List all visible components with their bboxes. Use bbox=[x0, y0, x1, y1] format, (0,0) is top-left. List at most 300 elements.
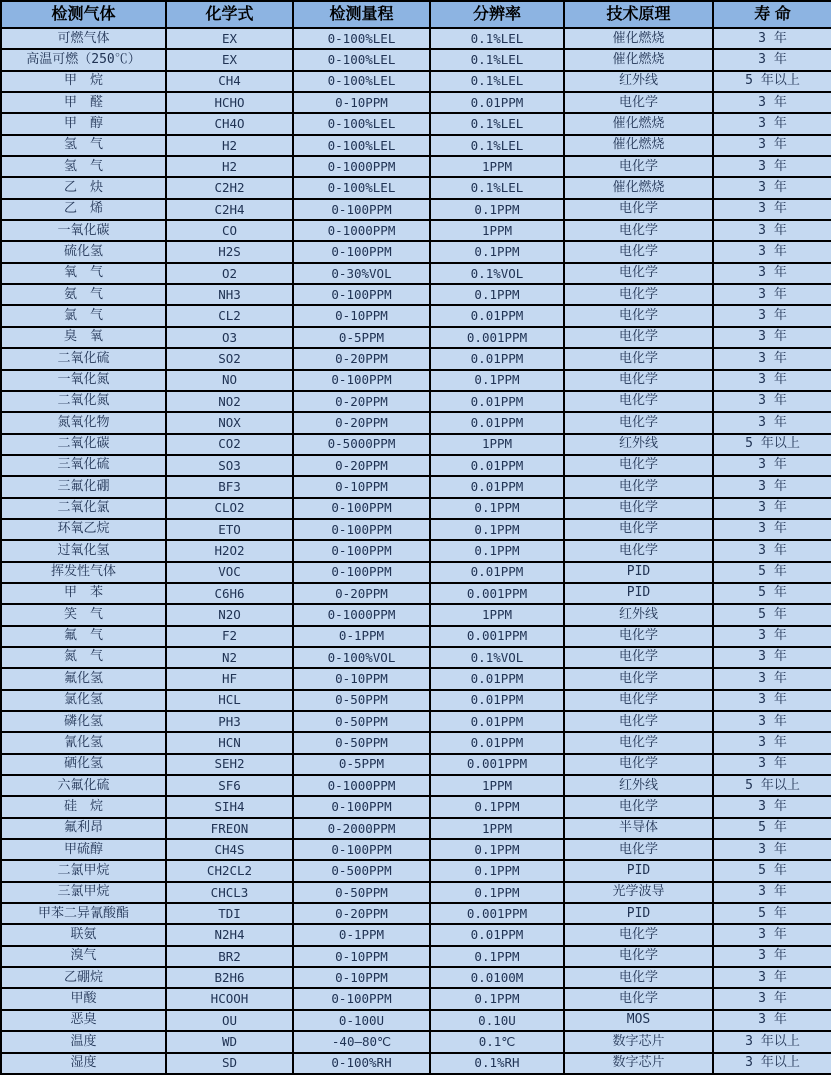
cell-gas: 臭 氧 bbox=[1, 327, 166, 348]
cell-principle: 电化学 bbox=[564, 370, 713, 391]
cell-life: 3 年 bbox=[713, 498, 831, 519]
cell-gas: 溴气 bbox=[1, 946, 166, 967]
table-row bbox=[1, 668, 831, 689]
cell-resolution: 0.1%LEL bbox=[430, 71, 564, 92]
cell-formula: O3 bbox=[166, 327, 293, 348]
cell-resolution: 0.1%LEL bbox=[430, 28, 564, 49]
cell-gas: 氯化氢 bbox=[1, 690, 166, 711]
cell-gas: 甲酸 bbox=[1, 988, 166, 1009]
table-row bbox=[1, 1031, 831, 1052]
table-row bbox=[1, 177, 831, 198]
cell-formula: CL2 bbox=[166, 305, 293, 326]
cell-formula: CH4O bbox=[166, 113, 293, 134]
cell-principle: 电化学 bbox=[564, 476, 713, 497]
cell-formula: BR2 bbox=[166, 946, 293, 967]
cell-life: 3 年 bbox=[713, 711, 831, 732]
cell-range: 0-20PPM bbox=[293, 583, 430, 604]
cell-range: 0-100PPM bbox=[293, 370, 430, 391]
cell-principle: 催化燃烧 bbox=[564, 28, 713, 49]
cell-resolution: 0.01PPM bbox=[430, 668, 564, 689]
cell-life: 3 年 bbox=[713, 455, 831, 476]
cell-formula: PH3 bbox=[166, 711, 293, 732]
cell-life: 3 年 bbox=[713, 924, 831, 945]
cell-formula: C6H6 bbox=[166, 583, 293, 604]
cell-gas: 甲苯二异氰酸酯 bbox=[1, 903, 166, 924]
cell-life: 5 年 bbox=[713, 818, 831, 839]
cell-range: 0-10PPM bbox=[293, 668, 430, 689]
table-row bbox=[1, 28, 831, 49]
cell-range: 0-100%LEL bbox=[293, 71, 430, 92]
cell-range: 0-20PPM bbox=[293, 348, 430, 369]
cell-resolution: 0.1PPM bbox=[430, 946, 564, 967]
table-row bbox=[1, 754, 831, 775]
cell-range: 0-100%LEL bbox=[293, 135, 430, 156]
cell-range: 0-1000PPM bbox=[293, 775, 430, 796]
cell-formula: O2 bbox=[166, 263, 293, 284]
cell-resolution: 0.1PPM bbox=[430, 839, 564, 860]
cell-formula: NO bbox=[166, 370, 293, 391]
cell-range: 0-100%LEL bbox=[293, 113, 430, 134]
header-gas: 检测气体 bbox=[1, 1, 166, 28]
cell-principle: 催化燃烧 bbox=[564, 113, 713, 134]
cell-formula: CH2CL2 bbox=[166, 860, 293, 881]
cell-gas: 环氧乙烷 bbox=[1, 519, 166, 540]
table-row bbox=[1, 348, 831, 369]
table-row bbox=[1, 924, 831, 945]
cell-gas: 二氧化碳 bbox=[1, 434, 166, 455]
cell-life: 5 年以上 bbox=[713, 775, 831, 796]
cell-gas: 二氧化氮 bbox=[1, 391, 166, 412]
table-row bbox=[1, 284, 831, 305]
cell-resolution: 0.1%VOL bbox=[430, 647, 564, 668]
cell-range: 0-100PPM bbox=[293, 284, 430, 305]
table-row bbox=[1, 199, 831, 220]
cell-resolution: 0.001PPM bbox=[430, 754, 564, 775]
cell-life: 3 年 bbox=[713, 626, 831, 647]
cell-formula: VOC bbox=[166, 562, 293, 583]
cell-range: 0-1PPM bbox=[293, 924, 430, 945]
header-row bbox=[1, 1, 831, 28]
cell-formula: EX bbox=[166, 28, 293, 49]
cell-formula: HCHO bbox=[166, 92, 293, 113]
cell-formula: H2 bbox=[166, 135, 293, 156]
cell-formula: CO bbox=[166, 220, 293, 241]
cell-gas: 氨 气 bbox=[1, 284, 166, 305]
cell-life: 5 年 bbox=[713, 860, 831, 881]
cell-resolution: 0.001PPM bbox=[430, 626, 564, 647]
cell-principle: 电化学 bbox=[564, 754, 713, 775]
table-row bbox=[1, 967, 831, 988]
cell-life: 3 年 bbox=[713, 370, 831, 391]
cell-range: 0-500PPM bbox=[293, 860, 430, 881]
table-row bbox=[1, 562, 831, 583]
cell-resolution: 0.1%VOL bbox=[430, 263, 564, 284]
cell-life: 3 年 bbox=[713, 732, 831, 753]
cell-principle: 数字芯片 bbox=[564, 1053, 713, 1075]
cell-range: 0-100PPM bbox=[293, 839, 430, 860]
cell-life: 3 年 bbox=[713, 882, 831, 903]
cell-gas: 笑 气 bbox=[1, 604, 166, 625]
cell-life: 3 年 bbox=[713, 647, 831, 668]
cell-gas: 恶臭 bbox=[1, 1010, 166, 1031]
cell-range: 0-20PPM bbox=[293, 391, 430, 412]
cell-principle: 电化学 bbox=[564, 690, 713, 711]
cell-formula: C2H4 bbox=[166, 199, 293, 220]
cell-gas: 联氨 bbox=[1, 924, 166, 945]
cell-gas: 过氧化氢 bbox=[1, 540, 166, 561]
cell-life: 3 年 bbox=[713, 177, 831, 198]
cell-formula: TDI bbox=[166, 903, 293, 924]
table-row bbox=[1, 647, 831, 668]
cell-life: 5 年 bbox=[713, 604, 831, 625]
cell-principle: PID bbox=[564, 860, 713, 881]
cell-resolution: 1PPM bbox=[430, 434, 564, 455]
table-row bbox=[1, 412, 831, 433]
table-row bbox=[1, 476, 831, 497]
table-row bbox=[1, 305, 831, 326]
cell-principle: 电化学 bbox=[564, 412, 713, 433]
table-row bbox=[1, 498, 831, 519]
table-header bbox=[1, 1, 831, 28]
cell-principle: 催化燃烧 bbox=[564, 135, 713, 156]
cell-principle: 电化学 bbox=[564, 498, 713, 519]
cell-gas: 氟利昂 bbox=[1, 818, 166, 839]
table-row bbox=[1, 946, 831, 967]
cell-life: 3 年 bbox=[713, 391, 831, 412]
cell-gas: 温度 bbox=[1, 1031, 166, 1052]
cell-formula: BF3 bbox=[166, 476, 293, 497]
cell-gas: 氟化氢 bbox=[1, 668, 166, 689]
cell-gas: 一氧化氮 bbox=[1, 370, 166, 391]
cell-gas: 乙 炔 bbox=[1, 177, 166, 198]
table-row bbox=[1, 903, 831, 924]
cell-range: 0-1000PPM bbox=[293, 156, 430, 177]
cell-life: 3 年 bbox=[713, 476, 831, 497]
cell-principle: 电化学 bbox=[564, 305, 713, 326]
cell-life: 3 年 bbox=[713, 28, 831, 49]
cell-range: 0-100PPM bbox=[293, 988, 430, 1009]
cell-formula: HCN bbox=[166, 732, 293, 753]
table-row bbox=[1, 434, 831, 455]
cell-formula: F2 bbox=[166, 626, 293, 647]
cell-life: 3 年 bbox=[713, 348, 831, 369]
table-body bbox=[1, 28, 831, 1074]
table-row bbox=[1, 690, 831, 711]
cell-range: 0-100%LEL bbox=[293, 177, 430, 198]
cell-range: -40—80℃ bbox=[293, 1031, 430, 1052]
cell-gas: 三氟化硼 bbox=[1, 476, 166, 497]
table-row bbox=[1, 583, 831, 604]
cell-gas: 乙硼烷 bbox=[1, 967, 166, 988]
cell-gas: 氢 气 bbox=[1, 156, 166, 177]
cell-principle: 电化学 bbox=[564, 540, 713, 561]
cell-life: 3 年 bbox=[713, 540, 831, 561]
cell-formula: SD bbox=[166, 1053, 293, 1075]
cell-life: 3 年 bbox=[713, 305, 831, 326]
cell-resolution: 1PPM bbox=[430, 220, 564, 241]
header-range: 检测量程 bbox=[293, 1, 430, 28]
cell-range: 0-20PPM bbox=[293, 412, 430, 433]
cell-range: 0-10PPM bbox=[293, 305, 430, 326]
cell-resolution: 0.1PPM bbox=[430, 370, 564, 391]
cell-life: 5 年 bbox=[713, 903, 831, 924]
cell-resolution: 1PPM bbox=[430, 775, 564, 796]
cell-formula: C2H2 bbox=[166, 177, 293, 198]
cell-range: 0-100%LEL bbox=[293, 49, 430, 70]
cell-principle: 电化学 bbox=[564, 519, 713, 540]
cell-range: 0-100U bbox=[293, 1010, 430, 1031]
cell-gas: 氢 气 bbox=[1, 135, 166, 156]
cell-resolution: 1PPM bbox=[430, 156, 564, 177]
cell-principle: 红外线 bbox=[564, 71, 713, 92]
cell-gas: 高温可燃（250℃） bbox=[1, 49, 166, 70]
cell-life: 3 年 bbox=[713, 988, 831, 1009]
cell-principle: 数字芯片 bbox=[564, 1031, 713, 1052]
cell-principle: 电化学 bbox=[564, 796, 713, 817]
cell-gas: 甲 烷 bbox=[1, 71, 166, 92]
cell-life: 3 年 bbox=[713, 668, 831, 689]
cell-formula: WD bbox=[166, 1031, 293, 1052]
table-row bbox=[1, 839, 831, 860]
cell-resolution: 0.01PPM bbox=[430, 92, 564, 113]
cell-life: 3 年 bbox=[713, 263, 831, 284]
cell-range: 0-100PPM bbox=[293, 796, 430, 817]
table-row bbox=[1, 711, 831, 732]
table-row bbox=[1, 1010, 831, 1031]
header-resolution: 分辨率 bbox=[430, 1, 564, 28]
cell-formula: CHCL3 bbox=[166, 882, 293, 903]
cell-principle: 电化学 bbox=[564, 839, 713, 860]
cell-resolution: 0.1PPM bbox=[430, 796, 564, 817]
cell-range: 0-100PPM bbox=[293, 498, 430, 519]
cell-formula: NOX bbox=[166, 412, 293, 433]
cell-principle: 红外线 bbox=[564, 434, 713, 455]
cell-resolution: 0.01PPM bbox=[430, 305, 564, 326]
cell-resolution: 0.1℃ bbox=[430, 1031, 564, 1052]
cell-life: 5 年 bbox=[713, 562, 831, 583]
cell-resolution: 0.1PPM bbox=[430, 519, 564, 540]
cell-principle: 电化学 bbox=[564, 647, 713, 668]
table-row bbox=[1, 732, 831, 753]
cell-range: 0-5000PPM bbox=[293, 434, 430, 455]
cell-principle: 电化学 bbox=[564, 284, 713, 305]
cell-life: 3 年 bbox=[713, 519, 831, 540]
cell-life: 3 年 bbox=[713, 1010, 831, 1031]
cell-principle: 电化学 bbox=[564, 924, 713, 945]
cell-gas: 硅 烷 bbox=[1, 796, 166, 817]
cell-resolution: 0.1PPM bbox=[430, 988, 564, 1009]
table-row bbox=[1, 220, 831, 241]
table-row bbox=[1, 391, 831, 412]
cell-formula: SIH4 bbox=[166, 796, 293, 817]
table-row bbox=[1, 1053, 831, 1075]
table-row bbox=[1, 988, 831, 1009]
cell-life: 3 年 bbox=[713, 49, 831, 70]
cell-principle: 红外线 bbox=[564, 604, 713, 625]
cell-resolution: 0.01PPM bbox=[430, 732, 564, 753]
cell-gas: 氟 气 bbox=[1, 626, 166, 647]
cell-range: 0-50PPM bbox=[293, 711, 430, 732]
cell-range: 0-100PPM bbox=[293, 199, 430, 220]
header-life: 寿 命 bbox=[713, 1, 831, 28]
cell-formula: HF bbox=[166, 668, 293, 689]
cell-resolution: 0.01PPM bbox=[430, 562, 564, 583]
table-row bbox=[1, 113, 831, 134]
cell-gas: 甲 苯 bbox=[1, 583, 166, 604]
cell-resolution: 0.1%RH bbox=[430, 1053, 564, 1075]
cell-resolution: 1PPM bbox=[430, 604, 564, 625]
cell-principle: PID bbox=[564, 562, 713, 583]
cell-resolution: 0.1%LEL bbox=[430, 113, 564, 134]
cell-range: 0-2000PPM bbox=[293, 818, 430, 839]
cell-formula: B2H6 bbox=[166, 967, 293, 988]
cell-resolution: 0.001PPM bbox=[430, 327, 564, 348]
cell-principle: 电化学 bbox=[564, 327, 713, 348]
cell-principle: 催化燃烧 bbox=[564, 49, 713, 70]
cell-range: 0-100PPM bbox=[293, 519, 430, 540]
cell-formula: N2 bbox=[166, 647, 293, 668]
table-row bbox=[1, 882, 831, 903]
cell-principle: 电化学 bbox=[564, 455, 713, 476]
cell-life: 3 年 bbox=[713, 156, 831, 177]
cell-range: 0-10PPM bbox=[293, 946, 430, 967]
cell-resolution: 0.1PPM bbox=[430, 241, 564, 262]
cell-formula: EX bbox=[166, 49, 293, 70]
cell-gas: 硫化氢 bbox=[1, 241, 166, 262]
table-row bbox=[1, 263, 831, 284]
table-row bbox=[1, 71, 831, 92]
cell-gas: 硒化氢 bbox=[1, 754, 166, 775]
table-row bbox=[1, 626, 831, 647]
cell-life: 3 年 bbox=[713, 92, 831, 113]
cell-formula: NO2 bbox=[166, 391, 293, 412]
cell-resolution: 0.10U bbox=[430, 1010, 564, 1031]
cell-resolution: 0.01PPM bbox=[430, 391, 564, 412]
cell-resolution: 0.001PPM bbox=[430, 903, 564, 924]
cell-gas: 可燃气体 bbox=[1, 28, 166, 49]
cell-life: 3 年 bbox=[713, 946, 831, 967]
cell-range: 0-5PPM bbox=[293, 754, 430, 775]
cell-life: 3 年以上 bbox=[713, 1053, 831, 1075]
header-principle: 技术原理 bbox=[564, 1, 713, 28]
cell-gas: 甲 醛 bbox=[1, 92, 166, 113]
table-row bbox=[1, 860, 831, 881]
cell-resolution: 0.1PPM bbox=[430, 199, 564, 220]
table-row bbox=[1, 49, 831, 70]
table-row bbox=[1, 241, 831, 262]
cell-range: 0-5PPM bbox=[293, 327, 430, 348]
cell-formula: SEH2 bbox=[166, 754, 293, 775]
cell-principle: 电化学 bbox=[564, 967, 713, 988]
cell-principle: 电化学 bbox=[564, 988, 713, 1009]
cell-range: 0-10PPM bbox=[293, 967, 430, 988]
cell-life: 3 年以上 bbox=[713, 1031, 831, 1052]
cell-range: 0-50PPM bbox=[293, 690, 430, 711]
cell-life: 5 年 bbox=[713, 583, 831, 604]
cell-gas: 二氧化氯 bbox=[1, 498, 166, 519]
cell-resolution: 0.01PPM bbox=[430, 455, 564, 476]
cell-formula: HCOOH bbox=[166, 988, 293, 1009]
cell-life: 3 年 bbox=[713, 327, 831, 348]
cell-range: 0-100%VOL bbox=[293, 647, 430, 668]
cell-principle: 电化学 bbox=[564, 348, 713, 369]
cell-resolution: 0.01PPM bbox=[430, 711, 564, 732]
table-row bbox=[1, 796, 831, 817]
cell-gas: 二氧化硫 bbox=[1, 348, 166, 369]
cell-range: 0-10PPM bbox=[293, 92, 430, 113]
cell-formula: OU bbox=[166, 1010, 293, 1031]
cell-gas: 氮 气 bbox=[1, 647, 166, 668]
table-row bbox=[1, 156, 831, 177]
cell-life: 3 年 bbox=[713, 220, 831, 241]
table-row bbox=[1, 327, 831, 348]
cell-principle: 电化学 bbox=[564, 668, 713, 689]
cell-range: 0-10PPM bbox=[293, 476, 430, 497]
cell-range: 0-100%RH bbox=[293, 1053, 430, 1075]
cell-gas: 六氟化硫 bbox=[1, 775, 166, 796]
cell-gas: 三氧化硫 bbox=[1, 455, 166, 476]
table-row bbox=[1, 370, 831, 391]
cell-resolution: 0.0100M bbox=[430, 967, 564, 988]
cell-principle: MOS bbox=[564, 1010, 713, 1031]
cell-principle: 半导体 bbox=[564, 818, 713, 839]
cell-life: 3 年 bbox=[713, 690, 831, 711]
cell-life: 3 年 bbox=[713, 135, 831, 156]
table-row bbox=[1, 455, 831, 476]
cell-resolution: 0.1PPM bbox=[430, 882, 564, 903]
cell-principle: 电化学 bbox=[564, 199, 713, 220]
cell-formula: CLO2 bbox=[166, 498, 293, 519]
cell-formula: H2 bbox=[166, 156, 293, 177]
cell-resolution: 0.1PPM bbox=[430, 860, 564, 881]
cell-life: 3 年 bbox=[713, 754, 831, 775]
cell-principle: 电化学 bbox=[564, 263, 713, 284]
cell-principle: 电化学 bbox=[564, 92, 713, 113]
cell-life: 3 年 bbox=[713, 967, 831, 988]
cell-principle: 电化学 bbox=[564, 626, 713, 647]
cell-formula: SO3 bbox=[166, 455, 293, 476]
cell-formula: H2O2 bbox=[166, 540, 293, 561]
cell-principle: 电化学 bbox=[564, 156, 713, 177]
cell-formula: N2H4 bbox=[166, 924, 293, 945]
table-row bbox=[1, 604, 831, 625]
table-row bbox=[1, 540, 831, 561]
cell-gas: 湿度 bbox=[1, 1053, 166, 1075]
cell-life: 5 年以上 bbox=[713, 434, 831, 455]
cell-gas: 三氯甲烷 bbox=[1, 882, 166, 903]
cell-range: 0-20PPM bbox=[293, 903, 430, 924]
cell-formula: CH4S bbox=[166, 839, 293, 860]
cell-formula: CO2 bbox=[166, 434, 293, 455]
cell-gas: 甲硫醇 bbox=[1, 839, 166, 860]
cell-principle: PID bbox=[564, 583, 713, 604]
cell-range: 0-100PPM bbox=[293, 241, 430, 262]
cell-range: 0-100%LEL bbox=[293, 28, 430, 49]
cell-principle: 电化学 bbox=[564, 241, 713, 262]
cell-life: 3 年 bbox=[713, 796, 831, 817]
cell-formula: SO2 bbox=[166, 348, 293, 369]
cell-range: 0-100PPM bbox=[293, 540, 430, 561]
cell-principle: 催化燃烧 bbox=[564, 177, 713, 198]
cell-principle: 光学波导 bbox=[564, 882, 713, 903]
cell-formula: ETO bbox=[166, 519, 293, 540]
cell-principle: 电化学 bbox=[564, 220, 713, 241]
cell-principle: 红外线 bbox=[564, 775, 713, 796]
cell-resolution: 0.001PPM bbox=[430, 583, 564, 604]
cell-formula: N2O bbox=[166, 604, 293, 625]
cell-formula: CH4 bbox=[166, 71, 293, 92]
cell-formula: HCL bbox=[166, 690, 293, 711]
